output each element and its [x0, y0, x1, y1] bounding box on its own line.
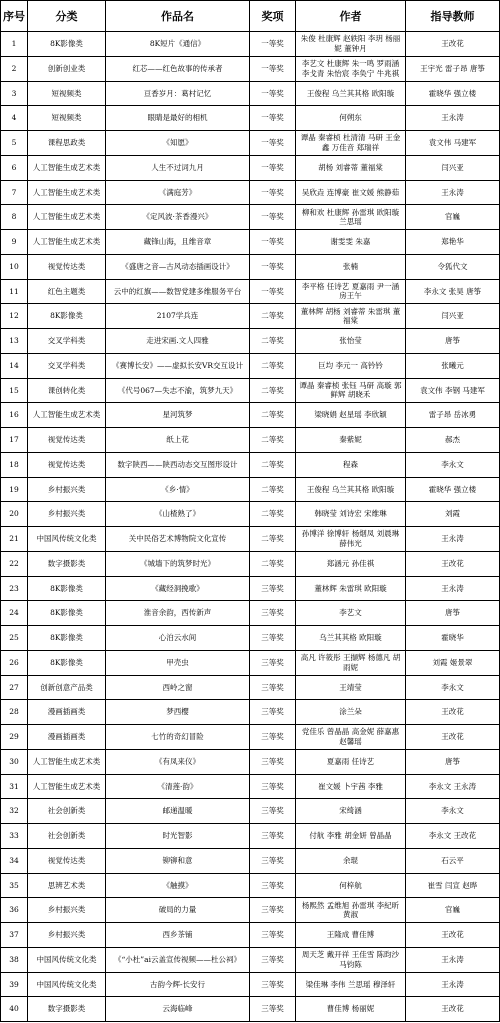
cell-work-title: 破局的力量 [106, 898, 250, 923]
cell-index: 1 [0, 32, 28, 57]
cell-advisor: 王宇光 雷子昂 唐筝 [406, 57, 500, 82]
cell-author: 柳和欢 杜康辉 孙雷琪 欧阳璇 兰思瑶 [296, 205, 406, 230]
cell-advisor: 李永文 [406, 799, 500, 824]
cell-work-title: 西乡茶铺 [106, 923, 250, 948]
cell-author: 韩晓莹 刘诗宏 宋维琳 [296, 502, 406, 527]
cell-index: 30 [0, 750, 28, 775]
cell-award: 三等奖 [250, 824, 296, 849]
cell-advisor: 石云平 [406, 849, 500, 874]
cell-advisor: 王永涛 [406, 973, 500, 998]
cell-index: 40 [0, 997, 28, 1022]
cell-work-title: 《赛博长安》——虚拟长安VR交互设计 [106, 354, 250, 379]
cell-work-title: 8K短片《通信》 [106, 32, 250, 57]
cell-award: 二等奖 [250, 527, 296, 552]
cell-category: 社会创新类 [28, 824, 106, 849]
cell-award: 三等奖 [250, 725, 296, 750]
cell-award: 三等奖 [250, 923, 296, 948]
cell-award: 三等奖 [250, 750, 296, 775]
header-author: 作者 [296, 0, 406, 32]
cell-category: 人工智能生成艺术类 [28, 230, 106, 255]
cell-index: 11 [0, 280, 28, 305]
cell-work-title: 《城墙下的筑梦时光》 [106, 552, 250, 577]
header-advisor: 指导教师 [406, 0, 500, 32]
cell-advisor: 令狐代文 [406, 255, 500, 280]
cell-author: 李艺文 杜康辉 朱一鸣 罗雨涵 李戈青 朱怡宸 李奂宁 牛兆祺 [296, 57, 406, 82]
cell-work-title: 西岭之窗 [106, 676, 250, 701]
cell-advisor: 李永文 王永涛 [406, 775, 500, 800]
cell-index: 27 [0, 676, 28, 701]
cell-author: 崔文媛 卜宇茜 李雅 [296, 775, 406, 800]
cell-index: 28 [0, 700, 28, 725]
cell-category: 乡村振兴类 [28, 478, 106, 503]
cell-advisor: 王永涛 [406, 577, 500, 602]
cell-category: 乡村振兴类 [28, 502, 106, 527]
cell-index: 39 [0, 973, 28, 998]
cell-author: 巨均 李元一 高钤钤 [296, 354, 406, 379]
cell-work-title: 《触摸》 [106, 874, 250, 899]
cell-award: 三等奖 [250, 676, 296, 701]
cell-award: 一等奖 [250, 230, 296, 255]
cell-work-title: 《藏经洞挽歌》 [106, 577, 250, 602]
cell-award: 三等奖 [250, 849, 296, 874]
cell-advisor: 王改花 [406, 552, 500, 577]
cell-work-title: 眼睛是最好的相机 [106, 106, 250, 131]
cell-award: 一等奖 [250, 82, 296, 107]
cell-index: 10 [0, 255, 28, 280]
cell-work-title: 人生不过词九月 [106, 156, 250, 181]
cell-author: 谭晶 秦睿桢 张钰 马研 高璇 郭鲜辉 胡晓禾 [296, 379, 406, 404]
cell-advisor: 官巍 [406, 205, 500, 230]
cell-advisor: 王改花 [406, 725, 500, 750]
cell-category: 8K影像类 [28, 577, 106, 602]
cell-author: 梁晓娟 赵星瑶 李欣颖 [296, 403, 406, 428]
cell-award: 一等奖 [250, 156, 296, 181]
cell-index: 19 [0, 478, 28, 503]
cell-author: 夏嘉雨 任诗艺 [296, 750, 406, 775]
cell-work-title: 《定风波·茶香漫兴》 [106, 205, 250, 230]
cell-advisor: 唐筝 [406, 601, 500, 626]
cell-author: 谭晶 秦睿桢 杜清清 马研 王金鑫 万佳音 郑瑞祥 [296, 131, 406, 156]
cell-category: 中国风传统文化类 [28, 948, 106, 973]
cell-advisor: 唐筝 [406, 329, 500, 354]
cell-category: 创新创意产品类 [28, 676, 106, 701]
cell-index: 13 [0, 329, 28, 354]
cell-category: 创新创业类 [28, 57, 106, 82]
cell-index: 31 [0, 775, 28, 800]
cell-advisor: 闫兴亚 [406, 304, 500, 329]
cell-category: 视觉传达类 [28, 255, 106, 280]
cell-work-title: 《山楂熟了》 [106, 502, 250, 527]
cell-advisor: 郑艳华 [406, 230, 500, 255]
cell-index: 37 [0, 923, 28, 948]
cell-index: 14 [0, 354, 28, 379]
cell-work-title: 甲壳虫 [106, 651, 250, 676]
cell-award: 三等奖 [250, 601, 296, 626]
cell-work-title: 《清莲·韵》 [106, 775, 250, 800]
cell-category: 课程思政类 [28, 131, 106, 156]
cell-category: 视觉传达类 [28, 849, 106, 874]
cell-advisor: 李永文 [406, 453, 500, 478]
cell-award: 二等奖 [250, 403, 296, 428]
cell-work-title: 云海临峰 [106, 997, 250, 1022]
cell-index: 23 [0, 577, 28, 602]
cell-advisor: 崔雪 闫宣 赵晔 [406, 874, 500, 899]
header-category: 分类 [28, 0, 106, 32]
cell-work-title: 《乡·情》 [106, 478, 250, 503]
cell-category: 人工智能生成艺术类 [28, 775, 106, 800]
cell-work-title: 《代号067—失志不渝，筑梦九天》 [106, 379, 250, 404]
cell-index: 8 [0, 205, 28, 230]
cell-author: 张楠 [296, 255, 406, 280]
cell-index: 5 [0, 131, 28, 156]
cell-advisor: 官巍 [406, 898, 500, 923]
cell-advisor: 张曦元 [406, 354, 500, 379]
cell-category: 短视频类 [28, 106, 106, 131]
cell-index: 21 [0, 527, 28, 552]
cell-work-title: 梦西樱 [106, 700, 250, 725]
cell-award: 一等奖 [250, 32, 296, 57]
cell-index: 3 [0, 82, 28, 107]
cell-award: 二等奖 [250, 428, 296, 453]
cell-award: 三等奖 [250, 577, 296, 602]
cell-advisor: 王永涛 [406, 181, 500, 206]
cell-index: 35 [0, 874, 28, 899]
cell-category: 中国风传统文化类 [28, 973, 106, 998]
cell-category: 乡村振兴类 [28, 923, 106, 948]
cell-work-title: 云中的红旗——数智党建多维服务平台 [106, 280, 250, 305]
cell-author: 余琨 [296, 849, 406, 874]
cell-author: 秦紫妮 [296, 428, 406, 453]
cell-advisor: 王永涛 [406, 527, 500, 552]
cell-award: 一等奖 [250, 181, 296, 206]
cell-index: 36 [0, 898, 28, 923]
cell-index: 26 [0, 651, 28, 676]
cell-category: 数字摄影类 [28, 997, 106, 1022]
cell-author: 乌兰其其格 欧阳璇 [296, 626, 406, 651]
cell-category: 思辨艺术类 [28, 874, 106, 899]
cell-category: 视觉传达类 [28, 428, 106, 453]
cell-award: 二等奖 [250, 502, 296, 527]
cell-index: 15 [0, 379, 28, 404]
cell-index: 12 [0, 304, 28, 329]
cell-index: 33 [0, 824, 28, 849]
cell-category: 社会创新类 [28, 799, 106, 824]
cell-index: 18 [0, 453, 28, 478]
cell-advisor: 李永文 [406, 676, 500, 701]
cell-index: 29 [0, 725, 28, 750]
cell-work-title: 《盛唐之音—古风动态插画设计》 [106, 255, 250, 280]
cell-award: 三等奖 [250, 898, 296, 923]
cell-author: 何梓航 [296, 874, 406, 899]
cell-work-title: 时光智影 [106, 824, 250, 849]
cell-index: 4 [0, 106, 28, 131]
cell-index: 24 [0, 601, 28, 626]
cell-index: 25 [0, 626, 28, 651]
cell-category: 漫画插画类 [28, 725, 106, 750]
cell-award: 二等奖 [250, 453, 296, 478]
cell-work-title: 淮音余韵，西传新声 [106, 601, 250, 626]
cell-advisor: 刘霞 姬景翠 [406, 651, 500, 676]
cell-category: 8K影像类 [28, 626, 106, 651]
cell-category: 8K影像类 [28, 601, 106, 626]
cell-advisor: 李永文 张昊 唐筝 [406, 280, 500, 305]
cell-author: 宋绮涵 [296, 799, 406, 824]
cell-advisor: 王永涛 [406, 948, 500, 973]
cell-work-title: 藏锋山海，且维音章 [106, 230, 250, 255]
header-work-title: 作品名 [106, 0, 250, 32]
cell-award: 二等奖 [250, 329, 296, 354]
header-index: 序号 [0, 0, 28, 32]
cell-index: 2 [0, 57, 28, 82]
cell-work-title: 心泊云水间 [106, 626, 250, 651]
cell-work-title: 红芯——红色故事的传承者 [106, 57, 250, 82]
cell-category: 红色主题类 [28, 280, 106, 305]
cell-award: 一等奖 [250, 280, 296, 305]
cell-author: 李艺文 [296, 601, 406, 626]
cell-category: 短视频类 [28, 82, 106, 107]
cell-award: 二等奖 [250, 304, 296, 329]
cell-author: 朱俊 杜康辉 赵轶阳 李玥 杨丽妮 董钟月 [296, 32, 406, 57]
cell-award: 三等奖 [250, 700, 296, 725]
cell-advisor: 王改花 [406, 997, 500, 1022]
cell-category: 人工智能生成艺术类 [28, 205, 106, 230]
cell-award: 二等奖 [250, 552, 296, 577]
cell-author: 王隆成 曹佳博 [296, 923, 406, 948]
cell-advisor: 王改花 [406, 700, 500, 725]
cell-advisor: 唐筝 [406, 750, 500, 775]
cell-award: 二等奖 [250, 354, 296, 379]
cell-category: 交叉学科类 [28, 354, 106, 379]
cell-advisor: 王改花 [406, 923, 500, 948]
cell-category: 8K影像类 [28, 304, 106, 329]
cell-award: 一等奖 [250, 205, 296, 230]
cell-work-title: 星河筑梦 [106, 403, 250, 428]
cell-advisor: 袁文伟 马建军 [406, 131, 500, 156]
cell-work-title: 《满庭芳》 [106, 181, 250, 206]
cell-category: 8K影像类 [28, 651, 106, 676]
cell-author: 董林辉 朱雷琪 欧阳璇 [296, 577, 406, 602]
cell-advisor: 霍晓华 [406, 626, 500, 651]
cell-advisor: 霍晓华 强立楼 [406, 82, 500, 107]
cell-advisor: 王永涛 [406, 106, 500, 131]
cell-author: 梁佳琳 李伟 兰思瑶 穆泽轩 [296, 973, 406, 998]
cell-award: 一等奖 [250, 106, 296, 131]
cell-work-title: 《有凤来仪》 [106, 750, 250, 775]
cell-author: 何朔东 [296, 106, 406, 131]
cell-author: 张怡莹 [296, 329, 406, 354]
cell-award: 三等奖 [250, 799, 296, 824]
cell-author: 谢雯雯 朱嘉 [296, 230, 406, 255]
cell-award: 三等奖 [250, 874, 296, 899]
cell-award: 三等奖 [250, 626, 296, 651]
cell-author: 胡杨 刘睿蒂 董福棠 [296, 156, 406, 181]
cell-index: 7 [0, 181, 28, 206]
cell-author: 周天芝 戴开祥 王佳雪 陈昀沙 马钧陈 [296, 948, 406, 973]
cell-work-title: 邮递温暖 [106, 799, 250, 824]
cell-author: 付航 李雅 胡金妍 曾晶晶 [296, 824, 406, 849]
cell-award: 三等奖 [250, 973, 296, 998]
cell-award: 三等奖 [250, 948, 296, 973]
cell-category: 人工智能生成艺术类 [28, 750, 106, 775]
cell-index: 32 [0, 799, 28, 824]
cell-index: 22 [0, 552, 28, 577]
cell-work-title: 铆铆和意 [106, 849, 250, 874]
cell-work-title: 2107学兵连 [106, 304, 250, 329]
cell-work-title: 走进宋画.文人四雅 [106, 329, 250, 354]
cell-category: 漫画插画类 [28, 700, 106, 725]
cell-category: 人工智能生成艺术类 [28, 181, 106, 206]
cell-author: 杨熙然 孟维旭 孙雷琪 李紀昕 黄淑 [296, 898, 406, 923]
cell-author: 王俊程 乌兰其其格 欧阳璇 [296, 82, 406, 107]
cell-award: 三等奖 [250, 775, 296, 800]
cell-advisor: 郝杰 [406, 428, 500, 453]
cell-award: 一等奖 [250, 255, 296, 280]
cell-category: 数字摄影类 [28, 552, 106, 577]
cell-category: 人工智能生成艺术类 [28, 403, 106, 428]
cell-author: 涂兰朵 [296, 700, 406, 725]
cell-index: 38 [0, 948, 28, 973]
cell-index: 34 [0, 849, 28, 874]
cell-author: 吴欣垚 连博豪 崔文媛 熊静茹 [296, 181, 406, 206]
cell-author: 王靖莹 [296, 676, 406, 701]
cell-work-title: 七竹的奇幻冒险 [106, 725, 250, 750]
cell-author: 高凡 许筱彤 王撷辉 杨德凡 胡雨妮 [296, 651, 406, 676]
cell-advisor: 刘霞 [406, 502, 500, 527]
cell-category: 视觉传达类 [28, 453, 106, 478]
cell-author: 王俊程 乌兰其其格 欧阳璇 [296, 478, 406, 503]
cell-advisor: 王改花 [406, 32, 500, 57]
cell-work-title: 古韵今辉-长安行 [106, 973, 250, 998]
cell-author: 程森 [296, 453, 406, 478]
cell-category: 8K影像类 [28, 32, 106, 57]
cell-category: 乡村振兴类 [28, 898, 106, 923]
cell-author: 孙博洋 徐博轩 杨烟凤 刘晨琳 薛伟光 [296, 527, 406, 552]
cell-advisor: 雷子昂 岳冰勇 [406, 403, 500, 428]
cell-category: 人工智能生成艺术类 [28, 156, 106, 181]
cell-category: 课创转化类 [28, 379, 106, 404]
cell-advisor: 袁文伟 李钢 马建军 [406, 379, 500, 404]
cell-author: 董林辉 胡杨 刘睿蒂 朱雷琪 董福棠 [296, 304, 406, 329]
cell-author: 曹佳博 杨丽妮 [296, 997, 406, 1022]
cell-category: 中国风传统文化类 [28, 527, 106, 552]
cell-work-title: 亘香岁月：葛村记忆 [106, 82, 250, 107]
header-award: 奖项 [250, 0, 296, 32]
cell-work-title: 《“小杜”ai云盖宣传视频——杜公祠》 [106, 948, 250, 973]
cell-index: 9 [0, 230, 28, 255]
cell-award: 三等奖 [250, 997, 296, 1022]
cell-index: 17 [0, 428, 28, 453]
cell-author: 李平格 任诗艺 夏嘉雨 尹一涵 房王午 [296, 280, 406, 305]
cell-work-title: 纸上花 [106, 428, 250, 453]
cell-category: 交叉学科类 [28, 329, 106, 354]
cell-work-title: 数字陕西——陕西动态交互图形设计 [106, 453, 250, 478]
cell-author: 党佳乐 曾晶晶 高金妮 薛嘉惠 赵馨瑶 [296, 725, 406, 750]
cell-award: 二等奖 [250, 478, 296, 503]
cell-award: 一等奖 [250, 131, 296, 156]
cell-advisor: 闫兴亚 [406, 156, 500, 181]
cell-advisor: 李永文 王改花 [406, 824, 500, 849]
cell-award: 一等奖 [250, 57, 296, 82]
cell-index: 20 [0, 502, 28, 527]
cell-index: 6 [0, 156, 28, 181]
cell-work-title: 《知愿》 [106, 131, 250, 156]
cell-award: 三等奖 [250, 651, 296, 676]
cell-advisor: 霍晓华 强立楼 [406, 478, 500, 503]
cell-index: 16 [0, 403, 28, 428]
cell-author: 郑涵元 孙佳祺 [296, 552, 406, 577]
cell-work-title: 关中民俗艺术博物院文化宣传 [106, 527, 250, 552]
cell-award: 二等奖 [250, 379, 296, 404]
